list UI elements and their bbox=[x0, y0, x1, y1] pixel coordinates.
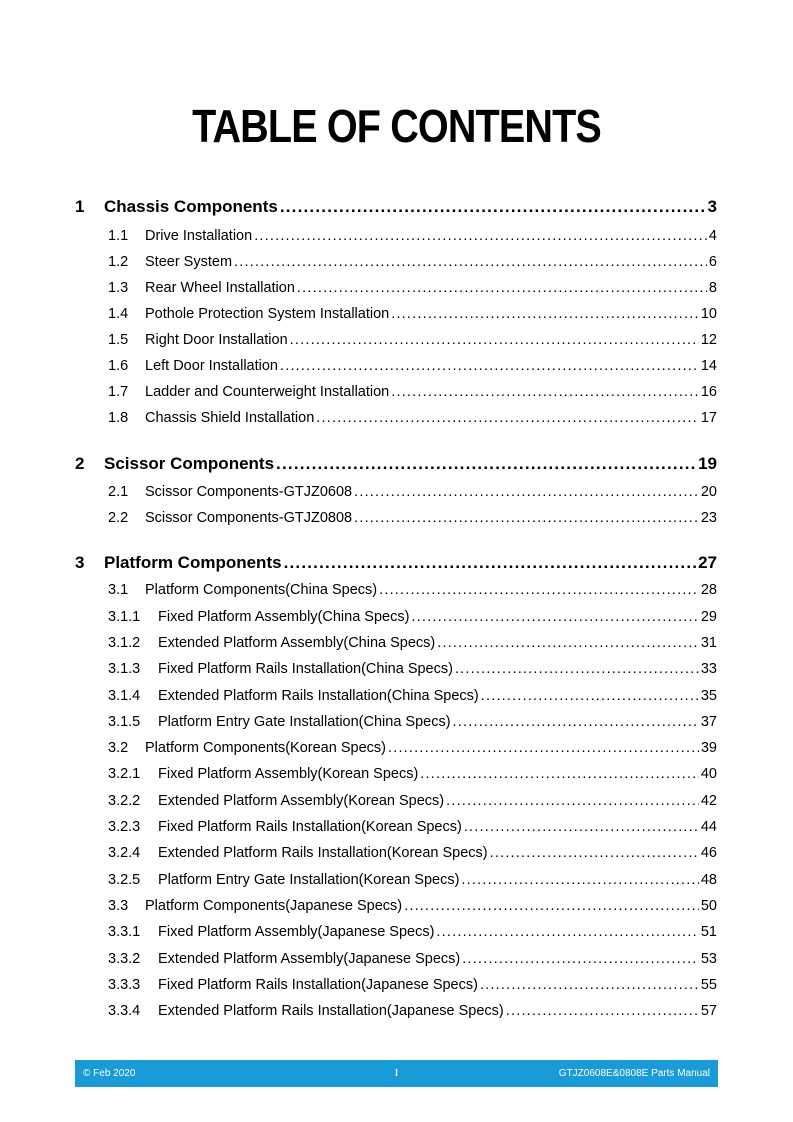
toc-item-1-8[interactable] bbox=[0, 410, 793, 430]
leader-dots bbox=[480, 977, 699, 993]
item-number: 3.3.3 bbox=[108, 977, 141, 993]
item-page: 4 bbox=[708, 228, 717, 244]
toc-item-3-1[interactable] bbox=[0, 582, 793, 602]
leader-dots bbox=[379, 582, 699, 598]
toc-item-2-2[interactable] bbox=[0, 510, 793, 530]
item-label: Platform Components(China Specs) bbox=[145, 582, 378, 598]
item-page: 31 bbox=[700, 635, 717, 651]
leader-dots bbox=[316, 410, 699, 426]
item-page: 17 bbox=[700, 410, 717, 426]
toc-item-3-1-5[interactable] bbox=[0, 714, 793, 734]
item-page: 20 bbox=[700, 484, 717, 500]
item-number: 3.1.5 bbox=[108, 714, 141, 730]
item-label: Rear Wheel Installation bbox=[145, 280, 295, 296]
item-number: 1.4 bbox=[108, 306, 129, 322]
item-page: 12 bbox=[700, 332, 717, 348]
toc-item-3-3-4[interactable] bbox=[0, 1003, 793, 1023]
section-number: 3 bbox=[75, 553, 85, 572]
item-page: 35 bbox=[700, 688, 717, 704]
item-label: Fixed Platform Rails Installation(China Specs) bbox=[158, 661, 453, 677]
item-page: 51 bbox=[700, 924, 717, 940]
toc-item-3-2[interactable] bbox=[0, 740, 793, 760]
item-page: 55 bbox=[700, 977, 717, 993]
item-label: Extended Platform Assembly(Japanese Specs) bbox=[158, 951, 461, 967]
toc-item-3-3[interactable] bbox=[0, 898, 793, 918]
item-page: 6 bbox=[708, 254, 717, 270]
item-number: 3.2.2 bbox=[108, 793, 141, 809]
item-label: Extended Platform Rails Installation(China Specs) bbox=[158, 688, 479, 704]
page-title: TABLE OF CONTENTS bbox=[192, 100, 601, 152]
leader-dots bbox=[354, 484, 699, 500]
footer-page-number: I bbox=[395, 1068, 398, 1079]
item-number: 1.3 bbox=[108, 280, 129, 296]
item-label: Fixed Platform Assembly(Japanese Specs) bbox=[158, 924, 435, 940]
item-page: 53 bbox=[700, 951, 717, 967]
leader-dots bbox=[461, 872, 698, 888]
item-number: 3.3 bbox=[108, 898, 129, 914]
toc-item-3-3-2[interactable] bbox=[0, 951, 793, 971]
item-page: 48 bbox=[700, 872, 717, 888]
item-number: 2.1 bbox=[108, 484, 129, 500]
item-page: 57 bbox=[700, 1003, 717, 1019]
footer-copyright: © Feb 2020 bbox=[83, 1068, 136, 1079]
toc-item-3-1-3[interactable] bbox=[0, 661, 793, 681]
item-number: 3.3.4 bbox=[108, 1003, 141, 1019]
toc-item-1-5[interactable] bbox=[0, 332, 793, 352]
item-label: Chassis Shield Installation bbox=[145, 410, 315, 426]
item-page: 50 bbox=[700, 898, 717, 914]
item-number: 3.1.1 bbox=[108, 609, 141, 625]
item-number: 3.1 bbox=[108, 582, 129, 598]
toc-item-3-1-2[interactable] bbox=[0, 635, 793, 655]
toc-section-3[interactable] bbox=[0, 553, 793, 575]
toc-item-1-7[interactable] bbox=[0, 384, 793, 404]
item-page: 46 bbox=[700, 845, 717, 861]
leader-dots bbox=[297, 280, 707, 296]
leader-dots bbox=[354, 510, 699, 526]
item-page: 33 bbox=[700, 661, 717, 677]
section-number: 1 bbox=[75, 197, 85, 216]
toc-item-1-1[interactable] bbox=[0, 228, 793, 248]
section-label: Platform Components bbox=[104, 553, 282, 572]
toc-item-3-2-3[interactable] bbox=[0, 819, 793, 839]
leader-dots bbox=[276, 454, 696, 474]
item-page: 10 bbox=[700, 306, 717, 322]
leader-dots bbox=[290, 332, 699, 348]
item-number: 3.2 bbox=[108, 740, 129, 756]
leader-dots bbox=[411, 609, 698, 625]
item-label: Right Door Installation bbox=[145, 332, 288, 348]
leader-dots bbox=[234, 254, 707, 270]
item-page: 8 bbox=[708, 280, 717, 296]
item-label: Steer System bbox=[145, 254, 233, 270]
toc-item-3-2-2[interactable] bbox=[0, 793, 793, 813]
item-number: 3.1.4 bbox=[108, 688, 141, 704]
toc-item-3-1-1[interactable] bbox=[0, 609, 793, 629]
leader-dots bbox=[481, 688, 699, 704]
item-number: 3.1.2 bbox=[108, 635, 141, 651]
leader-dots bbox=[464, 819, 699, 835]
toc-section-2[interactable] bbox=[0, 454, 793, 476]
item-label: Scissor Components-GTJZ0808 bbox=[145, 510, 353, 526]
toc-item-1-6[interactable] bbox=[0, 358, 793, 378]
toc-item-1-2[interactable] bbox=[0, 254, 793, 274]
leader-dots bbox=[254, 228, 707, 244]
item-number: 3.2.1 bbox=[108, 766, 141, 782]
toc-item-3-3-1[interactable] bbox=[0, 924, 793, 944]
section-page: 19 bbox=[698, 454, 717, 473]
item-label: Left Door Installation bbox=[145, 358, 278, 374]
leader-dots bbox=[391, 306, 699, 322]
toc-item-3-1-4[interactable] bbox=[0, 688, 793, 708]
section-label: Chassis Components bbox=[104, 197, 278, 216]
item-number: 1.7 bbox=[108, 384, 129, 400]
item-number: 3.2.4 bbox=[108, 845, 141, 861]
item-number: 1.5 bbox=[108, 332, 129, 348]
item-label: Platform Entry Gate Installation(Korean Specs) bbox=[158, 872, 460, 888]
item-label: Extended Platform Rails Installation(Korean Specs) bbox=[158, 845, 488, 861]
item-page: 42 bbox=[700, 793, 717, 809]
toc-item-1-3[interactable] bbox=[0, 280, 793, 300]
section-number: 2 bbox=[75, 454, 85, 473]
item-label: Fixed Platform Rails Installation(Japanese Specs) bbox=[158, 977, 478, 993]
toc-item-3-2-4[interactable] bbox=[0, 845, 793, 865]
item-page: 37 bbox=[700, 714, 717, 730]
item-number: 3.3.2 bbox=[108, 951, 141, 967]
section-page: 27 bbox=[698, 553, 717, 572]
item-label: Extended Platform Assembly(Korean Specs) bbox=[158, 793, 445, 809]
toc-section-1[interactable] bbox=[0, 197, 793, 219]
item-number: 1.1 bbox=[108, 228, 129, 244]
toc-item-1-4[interactable] bbox=[0, 306, 793, 326]
item-page: 23 bbox=[700, 510, 717, 526]
toc-item-3-2-1[interactable] bbox=[0, 766, 793, 786]
leader-dots bbox=[455, 661, 699, 677]
item-number: 1.6 bbox=[108, 358, 129, 374]
item-label: Ladder and Counterweight Installation bbox=[145, 384, 390, 400]
section-page: 3 bbox=[707, 197, 717, 216]
leader-dots bbox=[280, 358, 699, 374]
item-label: Fixed Platform Rails Installation(Korean Specs) bbox=[158, 819, 462, 835]
item-number: 3.2.3 bbox=[108, 819, 141, 835]
leader-dots bbox=[420, 766, 699, 782]
item-number: 3.1.3 bbox=[108, 661, 141, 677]
item-number: 3.3.1 bbox=[108, 924, 141, 940]
item-number: 3.2.5 bbox=[108, 872, 141, 888]
leader-dots bbox=[446, 793, 699, 809]
leader-dots bbox=[453, 714, 699, 730]
leader-dots bbox=[284, 553, 697, 573]
item-label: Extended Platform Assembly(China Specs) bbox=[158, 635, 436, 651]
leader-dots bbox=[437, 635, 699, 651]
footer-manual-title: GTJZ0608E&0808E Parts Manual bbox=[558, 1068, 710, 1079]
item-page: 40 bbox=[700, 766, 717, 782]
leader-dots bbox=[436, 924, 698, 940]
item-number: 1.8 bbox=[108, 410, 129, 426]
item-label: Fixed Platform Assembly(China Specs) bbox=[158, 609, 410, 625]
leader-dots bbox=[462, 951, 699, 967]
toc-item-3-2-5[interactable] bbox=[0, 872, 793, 892]
item-page: 29 bbox=[700, 609, 717, 625]
item-label: Scissor Components-GTJZ0608 bbox=[145, 484, 353, 500]
leader-dots bbox=[404, 898, 699, 914]
item-label: Extended Platform Rails Installation(Japanese Specs) bbox=[158, 1003, 504, 1019]
leader-dots bbox=[388, 740, 699, 756]
toc-item-2-1[interactable] bbox=[0, 484, 793, 504]
leader-dots bbox=[490, 845, 699, 861]
item-number: 1.2 bbox=[108, 254, 129, 270]
item-label: Platform Components(Japanese Specs) bbox=[145, 898, 403, 914]
item-label: Pothole Protection System Installation bbox=[145, 306, 390, 322]
toc-item-3-3-3[interactable] bbox=[0, 977, 793, 997]
item-page: 14 bbox=[700, 358, 717, 374]
page-footer bbox=[75, 1060, 718, 1087]
item-page: 28 bbox=[700, 582, 717, 598]
item-label: Drive Installation bbox=[145, 228, 253, 244]
item-page: 44 bbox=[700, 819, 717, 835]
item-page: 16 bbox=[700, 384, 717, 400]
leader-dots bbox=[391, 384, 699, 400]
item-label: Fixed Platform Assembly(Korean Specs) bbox=[158, 766, 419, 782]
leader-dots bbox=[506, 1003, 699, 1019]
leader-dots bbox=[280, 197, 706, 217]
item-page: 39 bbox=[700, 740, 717, 756]
item-label: Platform Components(Korean Specs) bbox=[145, 740, 386, 756]
item-number: 2.2 bbox=[108, 510, 129, 526]
item-label: Platform Entry Gate Installation(China Specs) bbox=[158, 714, 451, 730]
section-label: Scissor Components bbox=[104, 454, 275, 473]
